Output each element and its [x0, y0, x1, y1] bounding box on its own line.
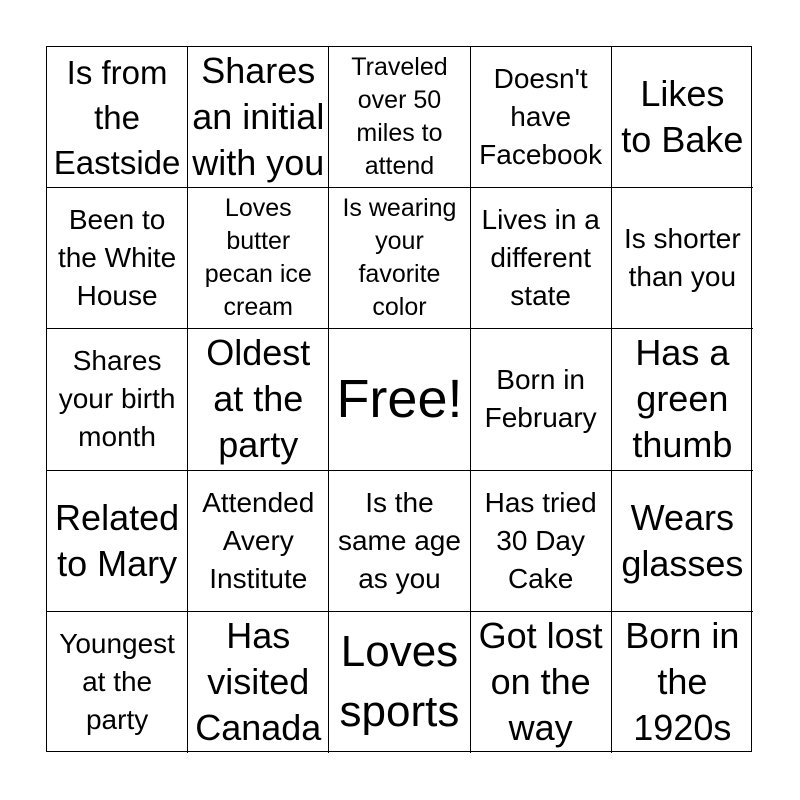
bingo-cell[interactable] [329, 47, 470, 188]
bingo-cell[interactable] [188, 471, 329, 612]
bingo-cell-label: Doesn't have Facebook [479, 63, 603, 171]
bingo-cell[interactable] [471, 329, 612, 470]
bingo-cell-label: Is the same age as you [337, 486, 461, 594]
bingo-cell[interactable] [471, 47, 612, 188]
bingo-cell-label: Loves butter pecan ice cream [204, 194, 312, 322]
bingo-cell-label: Has a green thumb [632, 332, 733, 466]
bingo-cell-label: Likes to Bake [621, 73, 744, 161]
bingo-cell-label: Shares your birth month [58, 345, 176, 453]
bingo-cell[interactable] [47, 188, 188, 329]
bingo-cell[interactable] [612, 329, 753, 470]
bingo-cell-label: Attended Avery Institute [202, 486, 315, 594]
bingo-cell-label: Is wearing your favorite color [342, 194, 457, 322]
bingo-cell[interactable] [329, 471, 470, 612]
bingo-cell-label: Youngest at the party [59, 628, 175, 736]
bingo-cell-label: Oldest at the party [206, 332, 311, 466]
bingo-cell[interactable] [471, 188, 612, 329]
bingo-cell[interactable] [329, 188, 470, 329]
bingo-cell[interactable] [329, 612, 470, 753]
bingo-cell-label: Wears glasses [621, 496, 744, 584]
bingo-cell-label: Is shorter than you [623, 223, 741, 293]
bingo-cell[interactable] [47, 612, 188, 753]
bingo-board [46, 46, 752, 752]
bingo-cell[interactable] [612, 471, 753, 612]
bingo-cell-label: Has visited Canada [195, 615, 322, 749]
bingo-cell[interactable] [471, 612, 612, 753]
bingo-cell-label: Born in the 1920s [625, 615, 740, 749]
bingo-cell[interactable] [612, 47, 753, 188]
bingo-cell-label: Is from the Eastside [53, 53, 181, 181]
bingo-cell[interactable] [188, 612, 329, 753]
bingo-cell[interactable] [47, 471, 188, 612]
bingo-cell[interactable] [47, 47, 188, 188]
bingo-cell[interactable] [471, 471, 612, 612]
bingo-cell[interactable] [188, 47, 329, 188]
free-space-label: Free! [336, 369, 463, 430]
bingo-cell-label: Loves sports [339, 627, 460, 737]
bingo-cell[interactable] [188, 329, 329, 470]
bingo-cell-label: Born in February [484, 364, 597, 434]
bingo-cell-label: Has tried 30 Day Cake [484, 486, 597, 594]
bingo-cell[interactable] [188, 188, 329, 329]
bingo-cell[interactable] [47, 329, 188, 470]
bingo-cell-label: Got lost on the way [478, 615, 603, 749]
bingo-free-space[interactable] [329, 329, 470, 470]
bingo-cell-label: Traveled over 50 miles to attend [351, 53, 448, 181]
bingo-cell-label: Lives in a different state [481, 204, 600, 312]
bingo-cell-label: Shares an initial with you [192, 50, 325, 184]
bingo-cell[interactable] [612, 188, 753, 329]
bingo-cell-label: Been to the White House [57, 204, 177, 312]
bingo-cell-label: Related to Mary [55, 496, 180, 584]
bingo-cell[interactable] [612, 612, 753, 753]
